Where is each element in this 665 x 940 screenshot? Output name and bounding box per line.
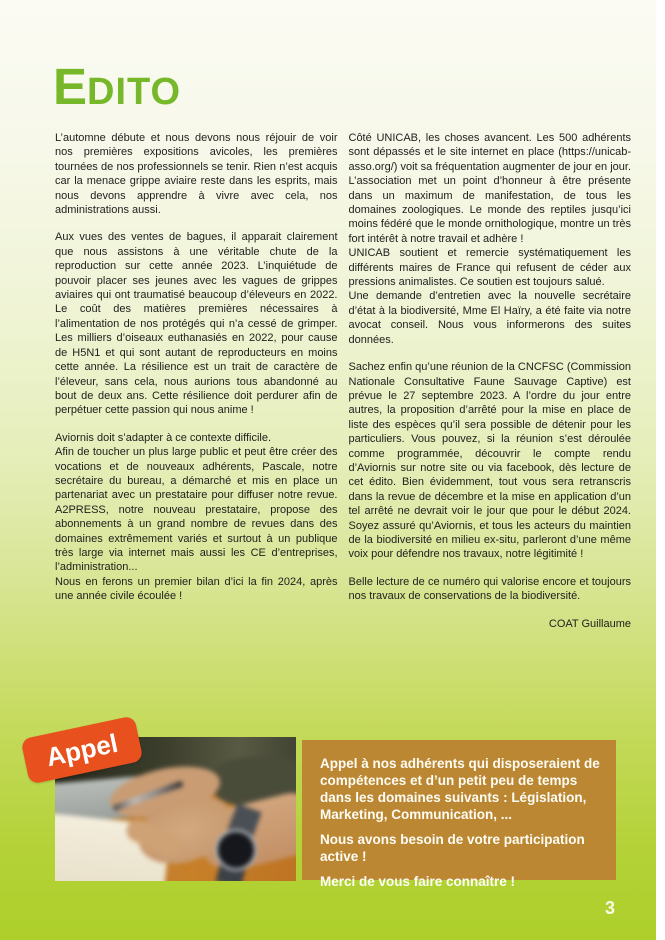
appel-ribbon-label: Appel (43, 727, 121, 772)
edito-left-column (55, 131, 338, 631)
edito-paragraph: Nous en ferons un premier bilan d’ici la fin 2024, après une année civile écoulée ! (55, 575, 338, 603)
photo-watch-face (215, 829, 257, 871)
edito-right-column (349, 131, 632, 631)
appel-callout-box (302, 740, 616, 889)
page-number: 3 (604, 898, 615, 918)
edito-paragraph: Afin de toucher un plus large public et peut être créer des vocations et de nouveaux adhérents, Pascale, notre secrétaire du bureau, a démarché et mis en place un partenariat avec un prestataire pour diffuser notre revue. A2PRESS, notre nouveau prestataire, propose des abonnements à un grand nombre de revues dans des domaines extrêmement variés et surtout à un publique très large via internet mais aussi les CE d’entreprises, l’administration... (55, 446, 338, 574)
edito-paragraph: Belle lecture de ce numéro qui valorise encore et toujours nos travaux de conservations de la biodiversité. (348, 575, 631, 603)
edito-paragraph: Aux vues des ventes de bagues, il apparait clairement que nous assistons à une véritable chute de la reproduction sur cette année 2023. L’inquiétude de pouvoir placer ses jeunes avec les vagues de grippes aviaires qui ont traumatisé beaucoup d’éleveurs en 2022. Le coût des matières premières nécessaires à l’alimentation de nos protégés qui n’a cessé de grimper. Les milliers d’oiseaux euthanasiés en 2022, pour cause de H5N1 et qui sont autant de reproducteurs en moins cette année. La résilience est un trait de caractère de l’éleveur, sans cela, nous aurions tous abandonné au bout de deux ans. Cette résilience doit perdurer afin de perpétuer cette passion qui nous anime ! (55, 231, 338, 417)
right-margin-strip (656, 0, 665, 940)
edito-paragraph: Côté UNICAB, les choses avancent. Les 500 adhérents sont dépassés et le site internet en place (https://unicab-asso.org/) voit sa fréquentation augmenter de jour en jour. L’association met un point d’honneur à être présente dans un maximum de manifestation, de tous les domaines zoologiques. Le monde des reptiles jusqu’ici moins fédéré que le monde ornithologique, montre un très fort intérêt à notre travail et adhère ! (348, 132, 632, 245)
appel-paragraph: Appel à nos adhérents qui disposeraient de compétences et d’un petit peu de temps dans les domaines suivants : Législation, Marketing, Communication, ... (320, 756, 600, 822)
edito-body (55, 131, 631, 631)
edito-paragraph: L’automne débute et nous devons nous réjouir de voir nos premières expositions avicoles, les premières tournées de nos professionnels se tenir. Rien n’est acquis car la menace grippe aviaire reste dans les esprits, mais nous devons apprendre à vivre avec cela, nos administrations aussi. (55, 132, 338, 217)
title-rest: DITO (87, 71, 182, 114)
edito-paragraph: Sachez enfin qu’une réunion de la CNCFSC (Commission Nationale Consultative Faune Sauvage Captive) est prévue le 27 septembre 2023. A l’ordre du jour entre autres, la proposition d’arrêté pour la mise en place de liste des espèces qu’il sera possible de détenir pour les particuliers. Vous pouvez, si la réunion s’est déroulée comme programmée, découvrir le compte rendu d’Aviornis sur notre site ou via facebook, dès lecture de cet édito. Bien évidemment, tout vous sera retranscris dans la revue de décembre et la mise en application d’un tel arrêté ne devrait voir le jour que pour le début 2024. Soyez assuré qu’Aviornis, et tous les acteurs du maintien de la biodiversité en milieu ex-situ, parleront d’une même voix pour défendre nos travaux, notre légitimité ! (348, 361, 631, 561)
appel-paragraph: Merci de vous faire connaître ! (320, 874, 516, 889)
page-title (53, 57, 181, 116)
edito-paragraph: UNICAB soutient et remercie systématiquement les différents maires de France qui refusent de céder aux pressions animalistes. Ce soutien est toujours salué. (348, 247, 631, 289)
title-initial: E (53, 58, 88, 116)
edito-paragraph: Aviornis doit s’adapter à ce contexte difficile. (55, 431, 272, 444)
appel-paragraph: Nous avons besoin de votre participation active ! (320, 832, 585, 864)
signature: COAT Guillaume (548, 617, 631, 630)
edito-paragraph: Une demande d’entretien avec la nouvelle secrétaire d’état à la biodiversité, Mme El Haïry, a été faite via notre avocat conseil. Nous vous informerons des suites données. (348, 290, 631, 346)
